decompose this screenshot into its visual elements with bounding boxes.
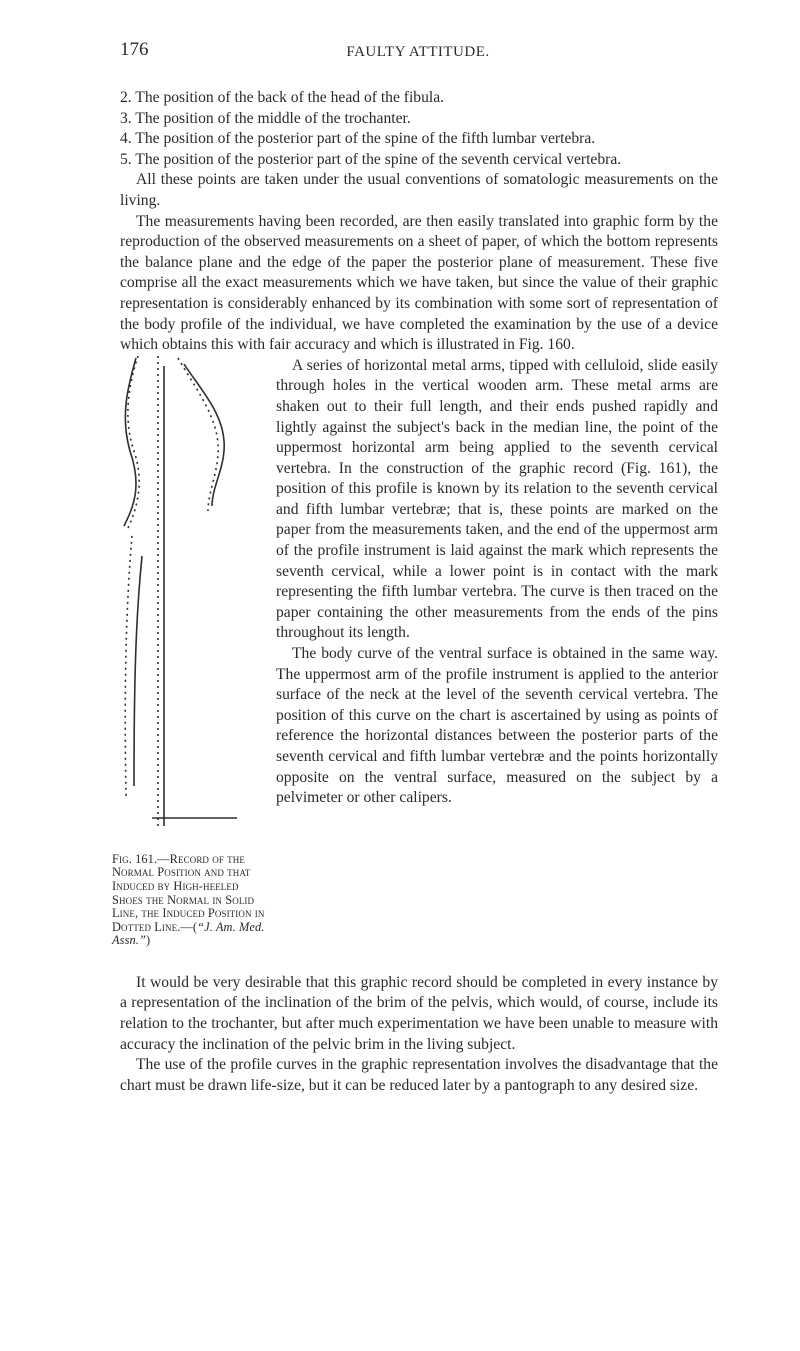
paragraph: The body curve of the ventral surface is obtained in the same way. The uppermost arm of the profile instrument is applied to the anterior surface of the neck at the level of the seventh cervical vertebra. The position of this curve on the chart is ascertained by using as points of reference the horizontal distances between the posterior parts of the seventh cervical and fifth lumbar vertebræ and the points horizontally opposite on the ventral surface, measured on the subject by a pelvimeter or other calipers. [276,645,718,807]
solid-lower-line [134,556,142,786]
list-item: 5. The position of the posterior part of the spine of the seventh cervical vertebra. [120,150,622,168]
list-item: 4. The position of the posterior part of the spine of the fifth lumbar vertebra. [120,130,596,148]
list-item: 2. The position of the back of the head of the fibula. [120,89,445,106]
text-column [112,88,718,1096]
dotted-ventral-curve [178,358,218,511]
solid-ventral-curve [184,364,224,506]
profile-curves-diagram [112,356,270,856]
caption-tail: ) [146,933,151,948]
paragraph-text: The measurements having been recorded, are then easily translated into graphic form by the reproduction of the observed measurements on a sheet of paper, of which the bottom represents the balance plane and the edge of the paper the posterior plane of measurement. These five comprise all the exact measurements which we have taken, but since the value of their graphic representation is considerably enhanced by its combination with some sort of representation of the body profile of the individual, we have completed the examination by the use of a device which obtains this with fair accuracy and which is illustrated in Fig. 160. [120,212,718,354]
caption-source: “J. Am. Med. Assn.” [112,919,265,948]
solid-dorsal-curve [124,358,136,526]
paragraph: All these points are taken under the usual conventions of somatologic measurements on the living. [120,171,718,209]
paragraph [120,212,718,356]
caption-lead: Fig. 161.—Record of the Normal Position and that Induced by High-heeled Shoes the Normal in Solid Line, the Induced Position in Dotted Line.—( [112,851,265,934]
page-number: 176 [120,39,149,60]
list-item: 3. The position of the middle of the trochanter. [120,109,411,127]
page-header [120,40,716,64]
figure-161 [112,356,270,971]
paragraph: A series of horizontal metal arms, tipped with celluloid, slide easily through holes in the vertical wooden arm. These metal arms are shaken out to their full length, and their ends pushed rapidly and lightly against the subject's back in the median line, the point of the uppermost horizontal arm being applied to the seventh cervical vertebra. In the construction of the graphic record (Fig. 161), the position of this profile is known by its relation to the seventh cervical and fifth lumbar vertebræ; that is, these points are marked on the paper from the measurements taken, and the end of the uppermost arm of the profile instrument is laid against the mark which represents the seventh cervical, while a lower point is in contact with the mark representing the fifth lumbar vertebra. The curve is then traced on the paper containing the other measurements from the ends of the pins throughout its length. [276,356,718,642]
dotted-lower-line [125,536,132,796]
running-head: FAULTY ATTITUDE. [346,44,490,60]
figure-caption [112,853,270,948]
paragraph: It would be very desirable that this graphic record should be completed in every instance by a representation of the inclination of the brim of the pelvis, which would, of course, include its relation to the trochanter, but after much experimentation we have been unable to measure with accuracy the inclination of the pelvic brim in the living subject. [120,973,718,1053]
paragraph: The use of the profile curves in the graphic representation involves the disadvantage that the chart must be drawn life-size, but it can be reduced later by a pantograph to any desired size. [120,1056,718,1094]
